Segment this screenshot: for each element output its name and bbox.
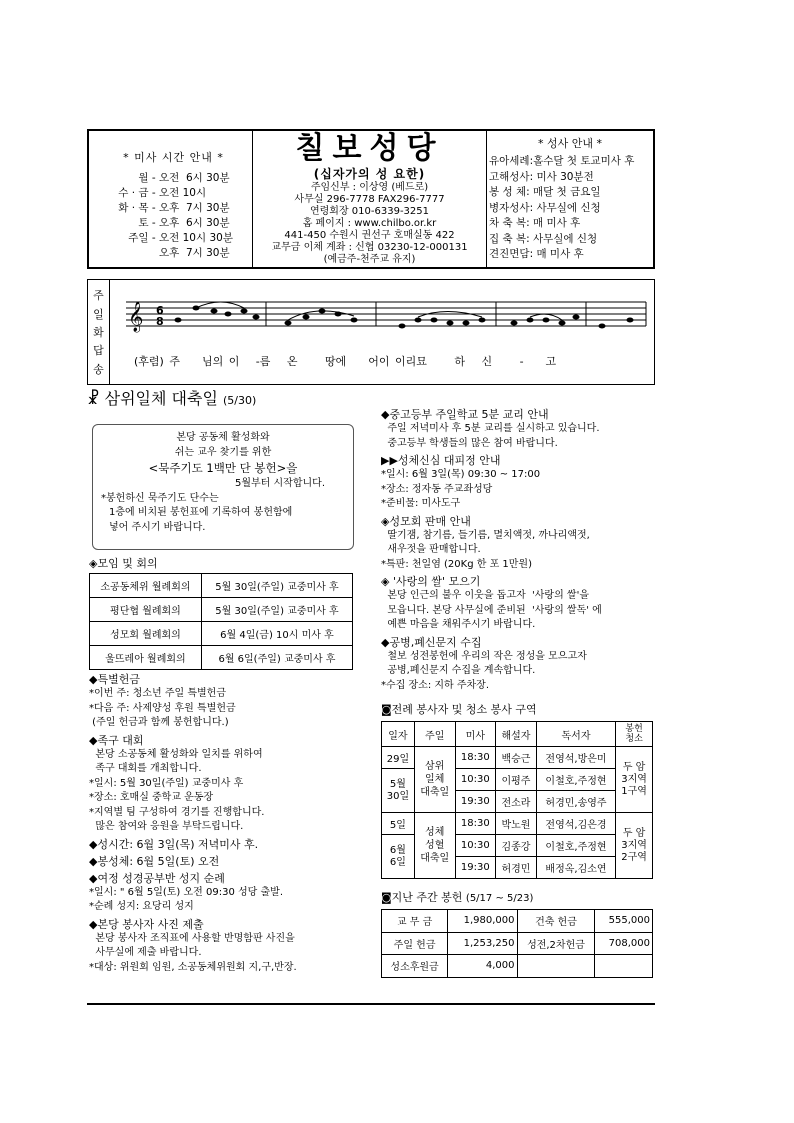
- left-notices: ◆특별헌금 *이번 주: 청소년 주일 특별헌금 *다음 주: 사제양성 후원 특별헌금 (주일 헌금과 함께 봉헌합니다.) ◆족구 대회 본당 소공동체 활성화와 일치를 위하여 족구 대회를 개최합니다. *일시: 5월 30일(주일) 교중미사 후 *장소: 호매실 중학교 운동장 *지역별 팀 구성하여 경기를 진행합니다. 많은 참여와 응원을 부탁드립니다. ◆성시간: 6월 3일(목) 저녁미사 후. ◆봉성체: 6월 5일(토) 오전 ◆여정 성경공부반 성지 순례 *일시: " 6월 5일(토) 오전 09:30 성당 출발. *순례 성지: 요당리 성지 ◆본당 봉사자 사진 제출 본당 봉사자 조직표에 사용할 반명함판 사진을 사무실에 제출 바랍니다. *대상: 위원회 임원, 소공동체위원회 지,구,반장.: [89, 673, 369, 975]
- table-row: 29일 삼위 일체 대축일 18:30 백승근 전영석,방은미 두 암 3지역 1구역: [382, 747, 653, 769]
- table-row: 울뜨레아 월례회의 6월 6일(주일) 교중미사 후: [90, 646, 353, 670]
- sacrament-row: 고해성사: 미사 30분전: [489, 170, 594, 183]
- sacrament-row: 집 축 복: 사무실에 신청: [489, 232, 598, 245]
- table-row: 5일 성체 성혈 대축일 18:30 박노원 전영석,김은경 두 암 3지역 2구역: [382, 813, 653, 835]
- meetings-title: ◈모임 및 회의: [89, 557, 158, 570]
- mass-row: 수 · 금 - 오전 10시: [118, 187, 207, 199]
- sacrament-row: 견진면담: 매 미사 후: [489, 248, 584, 260]
- music-staff: [116, 280, 652, 350]
- church-subtitle: (십자가의 성 요한): [313, 167, 426, 181]
- retreat-title: ▶▶성체신심 대피정 안내: [381, 454, 501, 467]
- service-title: ◙전례 봉사자 및 청소 봉사 구역: [381, 703, 537, 716]
- table-row: 성소후원금 4,000: [382, 955, 653, 978]
- psalm-label: 주 일 화 답 송: [88, 280, 110, 384]
- feast-title: ☧ 삼위일체 대축일 (5/30): [87, 389, 257, 408]
- table-row: 성모회 월례회의 6월 4일(금) 10시 미사 후: [90, 622, 353, 646]
- office-phone: 사무실 296-7778 FAX296-7777: [294, 194, 445, 205]
- special-offering-title: ◆특별헌금: [89, 673, 140, 686]
- mothers-sale-title: ◈성모회 판매 안내: [381, 514, 471, 528]
- holy-hour-title: ◆성시간: 6월 3일(목) 저녁미사 후.: [89, 837, 259, 851]
- communion-visit-title: ◆봉성체: 6월 5일(토) 오전: [89, 854, 220, 868]
- psalm-lyrics: (후렴) 주 님의 이 -름 온 땅에 어이 이리묘 하 신 - 고: [134, 355, 557, 368]
- table-row: 19:30 전소라 허경민,송영주: [382, 791, 653, 813]
- catechism-title: ◆중고등부 주일학교 5분 교리 안내: [381, 408, 549, 421]
- sacraments-title: * 성사 안내 *: [538, 137, 602, 150]
- sacrament-row: 유아세례:홀수달 첫 토교미사 후: [489, 155, 635, 167]
- pilgrimage-title: ◆여정 성경공부반 성지 순례: [89, 871, 225, 885]
- meetings-table: [89, 573, 353, 670]
- mass-row: 토 - 오후 6시 30분: [138, 217, 230, 229]
- header-box: [87, 129, 655, 269]
- chi-rho-icon: ☧: [87, 389, 100, 408]
- rice-drive-title: ◈ '사랑의 쌀' 모으기: [381, 575, 481, 588]
- council-phone: 연령회장 010-6339-3251: [309, 206, 430, 217]
- table-row: 평단협 월례회의 5월 30일(주일) 교중미사 후: [90, 598, 353, 622]
- mass-row: 오후 7시 30분: [159, 247, 230, 259]
- bottom-rule: [87, 1003, 655, 1005]
- responsorial-psalm: [87, 279, 655, 385]
- address: 441-450 수원시 권선구 호매실동 422: [284, 230, 455, 241]
- rosary-notice-box: 본당 공동체 활성화와 쉬는 교우 찾기를 위한 <묵주기도 1백만 단 봉헌>을 5월부터 시작합니다. *봉헌하신 묵주기도 단수는 1층에 비치된 봉헌표에 기록하여 봉헌함에 넣어 주시기 바랍니다.: [92, 424, 354, 550]
- mass-title: * 미사 시간 안내 *: [123, 151, 224, 164]
- homepage-link[interactable]: 홈 페이지 : www.chilbo.or.kr: [302, 218, 437, 229]
- mass-times: [89, 131, 253, 267]
- svg-text:6: 6: [156, 304, 164, 317]
- sacrament-row: 차 축 복: 매 미사 후: [489, 217, 581, 229]
- sacrament-row: 봉 성 체: 매달 첫 금요일: [489, 186, 601, 198]
- pastor-line: 주임신부 : 이상영 (베드로): [310, 182, 429, 193]
- photo-submission-title: ◆본당 봉사자 사진 제출: [89, 917, 204, 931]
- table-row: 주일 헌금 1,253,250 성전,2차헌금 708,000: [382, 932, 653, 955]
- church-name: 칠보성당: [295, 131, 444, 166]
- recycling-title: ◆공병,폐신문지 수집: [381, 635, 482, 649]
- svg-text:8: 8: [156, 315, 164, 328]
- offering-table: [381, 909, 653, 978]
- table-row: 19:30 허경민 배정옥,김소연: [382, 857, 653, 879]
- table-row: 소공동체위 월례회의 5월 30일(주일) 교중미사 후: [90, 574, 353, 598]
- right-notices: ◆중고등부 주일학교 5분 교리 안내 주일 저녁미사 후 5분 교리를 실시하고 있습니다. 중고등부 학생들의 많은 참여 바랍니다. ▶▶성체신심 대피정 안내 *일시: 6월 3일(목) 09:30 ~ 17:00 *장소: 정자동 주교좌성당 *준비물: 미사도구 ◈성모회 판매 안내 딸기잼, 참기름, 들기름, 멸치액젓, 까나리액젓, 새우젓을 판매합니다. *특판: 천일염 (20Kg 한 포 1만원) ◈ '사랑의 쌀' 모으기 본당 인근의 불우 이웃을 돕고자 '사랑의 쌀'을 모읍니다. 본당 사무실에 준비된 '사랑의 쌀독' 에 예쁜 마음을 채워주시기 바랍니다. ◆공병,폐신문지 수집 철보 성전봉헌에 우리의 작은 정성을 모으고자 공병,폐신문지 수집을 계속합니다. *수집 장소: 지하 주차장.: [381, 408, 661, 693]
- bank-account: 교무금 이체 계좌 : 신협 03230-12-000131: [271, 242, 468, 253]
- church-info: [253, 131, 487, 267]
- table-row: 6월 6일 10:30 김종강 이철호,주정현: [382, 835, 653, 857]
- sacraments: [487, 131, 653, 267]
- service-table: [381, 721, 653, 879]
- footvolley-title: ◆족구 대회: [89, 733, 144, 747]
- table-header: 일자 주일 미사 해설자 독서자 봉헌 청소: [382, 722, 653, 747]
- offering-title: ◙지난 주간 봉헌 (5/17 ~ 5/23): [381, 891, 534, 904]
- mass-row: 화 · 목 - 오후 7시 30분: [118, 202, 230, 214]
- sacrament-row: 병자성사: 사무실에 신청: [489, 201, 601, 214]
- mass-row: 주일 - 오전 10시 30분: [128, 232, 233, 244]
- mass-row: 월 - 오전 6시 30분: [138, 172, 230, 184]
- table-row: 5월 30일 10:30 이평주 이철호,주정현: [382, 769, 653, 791]
- account-holder: (예금주-천주교 유지): [323, 254, 416, 265]
- table-row: 교 무 금 1,980,000 건축 헌금 555,000: [382, 910, 653, 933]
- svg-text:𝄞: 𝄞: [128, 302, 144, 332]
